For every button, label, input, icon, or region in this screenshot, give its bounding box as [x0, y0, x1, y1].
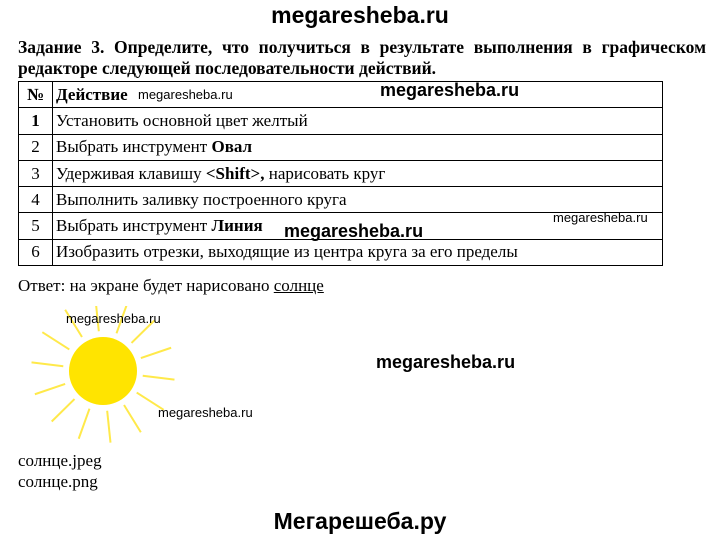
table-row [19, 108, 663, 134]
answer-prefix: Ответ: на экране будет нарисовано [18, 276, 274, 295]
sun-disc [69, 337, 137, 405]
action-text: Установить основной цвет желтый [56, 110, 308, 130]
watermark: megaresheba.ru [380, 80, 520, 100]
task-statement [18, 37, 706, 79]
row-number: 3 [19, 160, 53, 186]
row-number: 4 [19, 187, 53, 213]
footer-title: Мегарешеба.ру [273, 508, 447, 534]
file-name-jpeg: солнце.jpeg [18, 451, 102, 470]
row-number: 6 [19, 239, 53, 265]
sun-ray [107, 411, 110, 443]
sun-ray [141, 348, 171, 358]
sun-ray [143, 376, 175, 380]
sun-image [28, 306, 178, 446]
task-label: Задание 3. [18, 37, 105, 57]
file-name-png: солнце.png [18, 472, 98, 491]
action-text-tail: нарисовать круг [264, 163, 386, 183]
table-row [19, 239, 663, 265]
row-number: 1 [19, 108, 53, 134]
action-text: Выбрать инструмент [56, 137, 212, 157]
sun-ray [52, 399, 75, 421]
watermark: megaresheba.ru [66, 311, 161, 326]
sun-ray [124, 405, 141, 432]
action-text: Выбрать инструмент [56, 216, 212, 236]
watermark: megaresheba.ru [553, 210, 648, 225]
answer-line [18, 276, 324, 296]
watermark: megaresheba.ru [158, 405, 253, 420]
header-number: № [19, 82, 53, 108]
sun-ray [42, 332, 69, 349]
row-action [53, 134, 663, 160]
header-action: Действие [53, 82, 663, 108]
action-tool-name: Линия [211, 216, 263, 236]
site-title: megaresheba.ru [271, 2, 449, 28]
action-key-name: <Shift>, [205, 163, 265, 183]
table-header-row [19, 82, 663, 108]
answer-value: солнце [273, 276, 324, 295]
row-action [53, 108, 663, 134]
sun-ray [79, 409, 90, 439]
row-action [53, 160, 663, 186]
action-text: Выполнить заливку построенного круга [56, 189, 347, 209]
row-number: 5 [19, 213, 53, 239]
sun-ray [35, 384, 65, 394]
table-row [19, 160, 663, 186]
row-number: 2 [19, 134, 53, 160]
action-tool-name: Овал [211, 137, 253, 157]
action-text: Изобразить отрезки, выходящие из центра круга за его пределы [56, 242, 518, 262]
watermark: megaresheba.ru [376, 352, 516, 372]
row-action [53, 239, 663, 265]
action-text: Удерживая клавишу [56, 163, 206, 183]
table-row [19, 134, 663, 160]
watermark: megaresheba.ru [138, 87, 233, 102]
watermark: megaresheba.ru [284, 221, 424, 241]
task-text: Определите, что получиться в результате выполнения в графическом редакторе следующей последовательности действий. [18, 37, 707, 78]
sun-ray [32, 362, 64, 366]
